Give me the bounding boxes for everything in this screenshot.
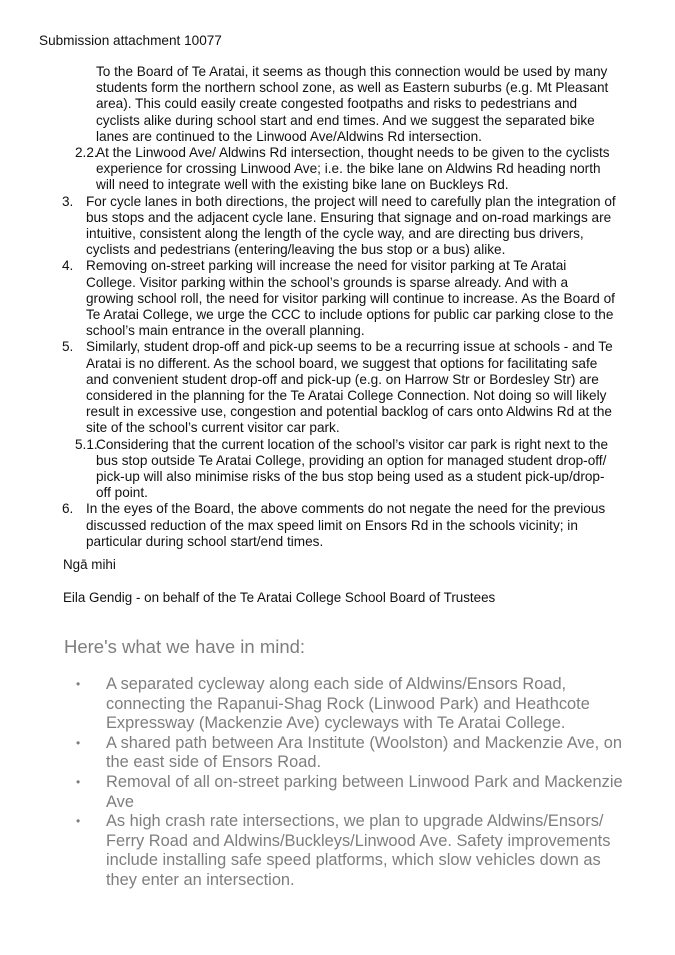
plan-bullet-text: A separated cycleway along each side of Aldwins/Ensors Road, connecting the Rapanui-Shag Rock (Linwood Park) and Heathcote Expressway (Mackenzie Ave) cycleways with Te Aratai College. xyxy=(106,675,590,733)
item-text: To the Board of Te Aratai, it seems as though this connection would be used by many students form the northern school zone, as well as Eastern suburbs (e.g. Mt Pleasant area). This could easily create congested footpaths and risks to pedestrians and cyclists alike during school start and end times. And we suggest the separated bike lanes are continued to the Linwood Ave/Aldwins Rd intersection. xyxy=(96,64,609,144)
plan-bullet xyxy=(0,773,675,812)
item-text: Similarly, student drop-off and pick-up seems to be a recurring issue at schools - and Te Aratai is no different. As the school board, we suggest that options for facilitating safe and convenient student drop-off and pick-up (e.g. on Harrow Str or Bordesley Str) are considered in the planning for the Te Aratai College Connection. Not doing so will likely result in excessive use, congestion and potential backlog of cars onto Aldwins Rd at the site of the school’s current visitor car park. xyxy=(86,339,613,436)
submission-item xyxy=(0,194,675,259)
item-text: For cycle lanes in both directions, the project will need to carefully plan the integration of bus stops and the adjacent cycle lane. Ensuring that signage and on-road markings are intuitive, consistent along the length of the cycle way, and are directing bus drivers, cyclists and pedestrians (entering/leaving the bus stop or a bus) alike. xyxy=(86,193,616,258)
item-text: Removing on-street parking will increase the need for visitor parking at Te Aratai College. Visitor parking within the school’s grounds is sparse already. And with a growing school roll, the need for visitor parking will continue to increase. As the Board of Te Aratai College, we urge the CCC to include options for public car parking close to the school’s main entrance in the overall planning. xyxy=(86,258,615,339)
bullet-icon: • xyxy=(76,677,81,691)
item-number: 2.2. xyxy=(75,145,98,161)
item-number: 4. xyxy=(62,258,74,274)
plan-bullet-text: Removal of all on-street parking between Linwood Park and Mackenzie Ave xyxy=(106,772,623,811)
plan-bullet xyxy=(0,734,675,773)
item-number: 5.1. xyxy=(75,436,98,452)
plan-bullet-text: As high crash rate intersections, we plan to upgrade Aldwins/Ensors/ Ferry Road and Aldwins/Buckleys/Linwood Ave. Safety improvements include installing safe speed platforms, which slow vehicles down as they enter an intersection. xyxy=(106,812,611,889)
item-number: 6. xyxy=(62,501,74,517)
submission-subitem xyxy=(0,145,675,194)
item-number: 3. xyxy=(62,193,74,209)
item-number: 5. xyxy=(62,339,74,355)
signature-line: Eila Gendig - on behalf of the Te Aratai College School Board of Trustees xyxy=(63,590,496,605)
item-text: In the eyes of the Board, the above comments do not negate the need for the previous discussed reduction of the max speed limit on Ensors Rd in the schools vicinity; in particular during school start/end times. xyxy=(86,501,606,549)
submission-item xyxy=(0,258,675,339)
item-text: Considering that the current location of the school’s visitor car park is right next to the bus stop outside Te Aratai College, providing an option for managed student drop-off/ pick-up will also minimise risks of the bus stop being used as a student pick-up/drop-off point. xyxy=(96,436,609,501)
closing-greeting: Ngā mihi xyxy=(63,557,116,572)
submission-item xyxy=(0,501,675,550)
item-text: At the Linwood Ave/ Aldwins Rd intersection, thought needs to be given to the cyclists experience for crossing Linwood Ave; i.e. the bike lane on Aldwins Rd heading north will need to integrate well with the existing bike lane on Buckleys Rd. xyxy=(96,145,610,193)
bullet-icon: • xyxy=(76,814,81,829)
submission-paragraph xyxy=(0,64,675,145)
plan-bullet xyxy=(0,812,675,890)
submission-item xyxy=(0,339,675,436)
plan-bullet-list xyxy=(0,675,675,891)
bullet-icon: • xyxy=(76,735,81,750)
submission-subitem xyxy=(0,437,675,502)
plan-heading: Here's what we have in mind: xyxy=(64,636,306,657)
plan-bullet-text: A shared path between Ara Institute (Woolston) and Mackenzie Ave, on the east side of Ensors Road. xyxy=(106,733,623,772)
submission-body xyxy=(0,64,675,550)
plan-bullet xyxy=(0,675,675,734)
bullet-icon: • xyxy=(76,774,81,789)
document-header: Submission attachment 10077 xyxy=(39,33,222,48)
